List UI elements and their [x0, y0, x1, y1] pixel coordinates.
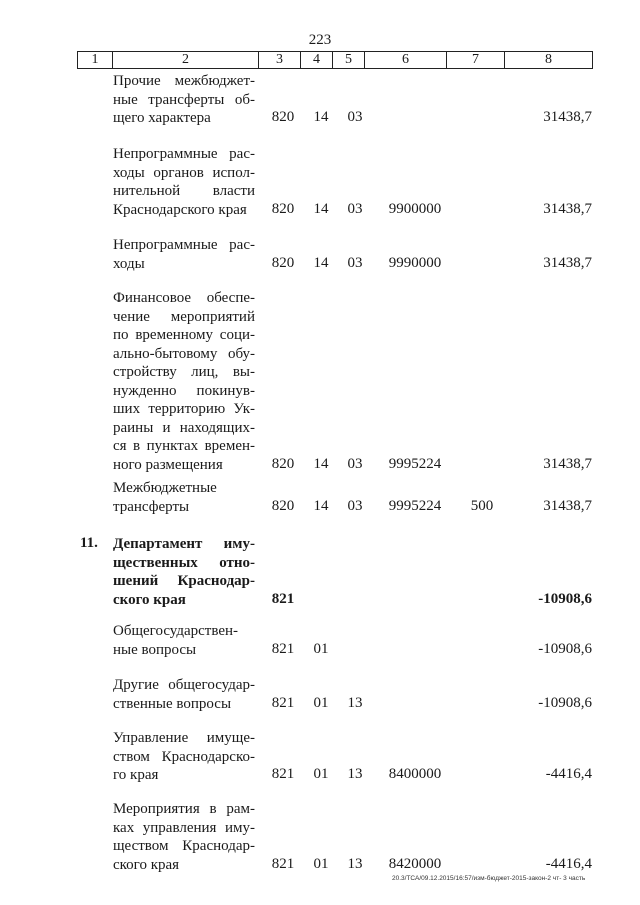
row-name-line: ством Краснодарско-	[113, 748, 255, 765]
section-number: 11.	[80, 535, 98, 551]
cell-c3: 821	[271, 590, 295, 607]
row-name-line: шений Краснодар-	[113, 573, 255, 589]
row-name-line: по временному соци-	[113, 327, 255, 343]
row-name-line: Общегосударствен-	[113, 623, 239, 639]
row-name-line: стройству лиц, вы-	[113, 364, 255, 380]
row-name-line: ные вопросы	[113, 641, 197, 658]
cell-c3: 820	[271, 455, 295, 472]
column-header-cell: 7	[447, 52, 505, 69]
cell-c5: 13	[347, 694, 363, 711]
row-name-line: ся в пунктах времен-	[113, 438, 255, 454]
row-name-line: Непрограммные рас-	[113, 146, 255, 162]
row-name-line: ших территорию Ук-	[113, 401, 255, 417]
row-name-line: щего характера	[113, 110, 211, 126]
row-name	[113, 729, 255, 785]
cell-c8: -10908,6	[538, 640, 592, 657]
row-name-line: ственные вопросы	[113, 695, 232, 712]
column-header-cell: 1	[78, 52, 113, 69]
row-name-line: чение мероприятий	[113, 308, 255, 325]
row-name-line: Мероприятия в рам-	[113, 801, 255, 817]
row-name	[113, 535, 255, 609]
row-name-line: Департамент иму-	[113, 536, 255, 552]
cell-c8: 31438,7	[543, 455, 592, 472]
row-name-line: ходы	[113, 255, 145, 272]
cell-c3: 820	[271, 497, 295, 514]
row-name	[113, 676, 255, 713]
cell-c4: 01	[313, 640, 329, 657]
row-name	[113, 479, 255, 516]
cell-c4: 01	[313, 855, 329, 872]
row-name	[113, 800, 255, 874]
row-name	[113, 72, 255, 128]
row-name-line: Другие общегосудар-	[113, 677, 255, 693]
cell-c6: 8400000	[388, 766, 442, 782]
column-header-cell: 4	[301, 52, 333, 69]
cell-c4: 14	[313, 200, 329, 217]
row-name-line: Краснодарского края	[113, 201, 247, 218]
cell-c5: 03	[347, 455, 363, 472]
column-header-cell: 3	[259, 52, 301, 69]
cell-c6: 9900000	[388, 200, 442, 217]
document-footer: 20.3/ТСА/09.12.2015/16:57/изм-бюджет-2015-закон-2 чт- 3 часть	[392, 875, 586, 882]
cell-c3: 821	[271, 694, 295, 711]
cell-c8: 31438,7	[543, 497, 592, 514]
cell-c8: -4416,4	[545, 855, 592, 872]
cell-c4: 01	[313, 694, 329, 711]
page-number: 223	[308, 32, 332, 48]
row-name-line: трансферты	[113, 498, 190, 515]
cell-c3: 821	[271, 640, 295, 657]
row-name-line: ные трансферты об-	[113, 91, 255, 108]
cell-c4: 14	[313, 109, 329, 125]
row-name	[113, 145, 255, 219]
column-header-table	[77, 51, 593, 69]
row-name-line: ского края	[113, 856, 180, 873]
cell-c5: 13	[347, 855, 363, 872]
row-name-line: нительной власти	[113, 183, 255, 199]
column-header-cell: 2	[113, 52, 259, 69]
cell-c5: 13	[347, 766, 363, 782]
cell-c3: 821	[271, 766, 295, 782]
cell-c6: 9995224	[388, 455, 442, 472]
cell-c8: 31438,7	[543, 109, 592, 125]
row-name-line: раины и находящих-	[113, 419, 255, 436]
cell-c5: 03	[347, 497, 363, 514]
cell-c4: 14	[313, 497, 329, 514]
row-name-line: ках управления иму-	[113, 819, 255, 836]
cell-c4: 01	[313, 766, 329, 782]
cell-c6: 9990000	[388, 254, 442, 271]
row-name-line: ально-бытовому обу-	[113, 345, 255, 362]
row-name-line: ного размещения	[113, 456, 223, 473]
cell-c5: 03	[347, 254, 363, 271]
row-name-line: Непрограммные рас-	[113, 237, 255, 253]
column-header-cell: 5	[333, 52, 365, 69]
cell-c8: 31438,7	[543, 200, 592, 217]
row-name-line: Управление имуще-	[113, 730, 255, 746]
cell-c8: -10908,6	[538, 694, 592, 711]
cell-c5: 03	[347, 109, 363, 125]
row-name-line: Прочие межбюджет-	[113, 73, 255, 89]
cell-c7: 500	[470, 497, 494, 514]
row-name-line: Финансовое обеспе-	[113, 290, 255, 306]
cell-c3: 820	[271, 200, 295, 217]
column-header-cell: 8	[505, 52, 593, 69]
row-name-line: щественных отно-	[113, 554, 255, 571]
row-name	[113, 622, 255, 659]
row-name	[113, 289, 255, 474]
cell-c6: 9995224	[388, 497, 442, 514]
cell-c4: 14	[313, 455, 329, 472]
cell-c5: 03	[347, 200, 363, 217]
cell-c3: 821	[271, 855, 295, 872]
cell-c3: 820	[271, 254, 295, 271]
row-name-line: ществом Краснодар-	[113, 838, 255, 854]
row-name-line: Межбюджетные	[113, 480, 217, 496]
cell-c3: 820	[271, 109, 295, 125]
row-name-line: ходы органов испол-	[113, 164, 255, 181]
cell-c8: -10908,6	[538, 590, 592, 607]
row-name-line: го края	[113, 767, 159, 783]
column-header-cell: 6	[365, 52, 447, 69]
cell-c8: 31438,7	[543, 254, 592, 271]
cell-c8: -4416,4	[545, 766, 592, 782]
row-name-line: ского края	[113, 591, 186, 608]
cell-c4: 14	[313, 254, 329, 271]
row-name	[113, 236, 255, 273]
row-name-line: нужденно покинув-	[113, 382, 255, 399]
cell-c6: 8420000	[388, 855, 442, 872]
